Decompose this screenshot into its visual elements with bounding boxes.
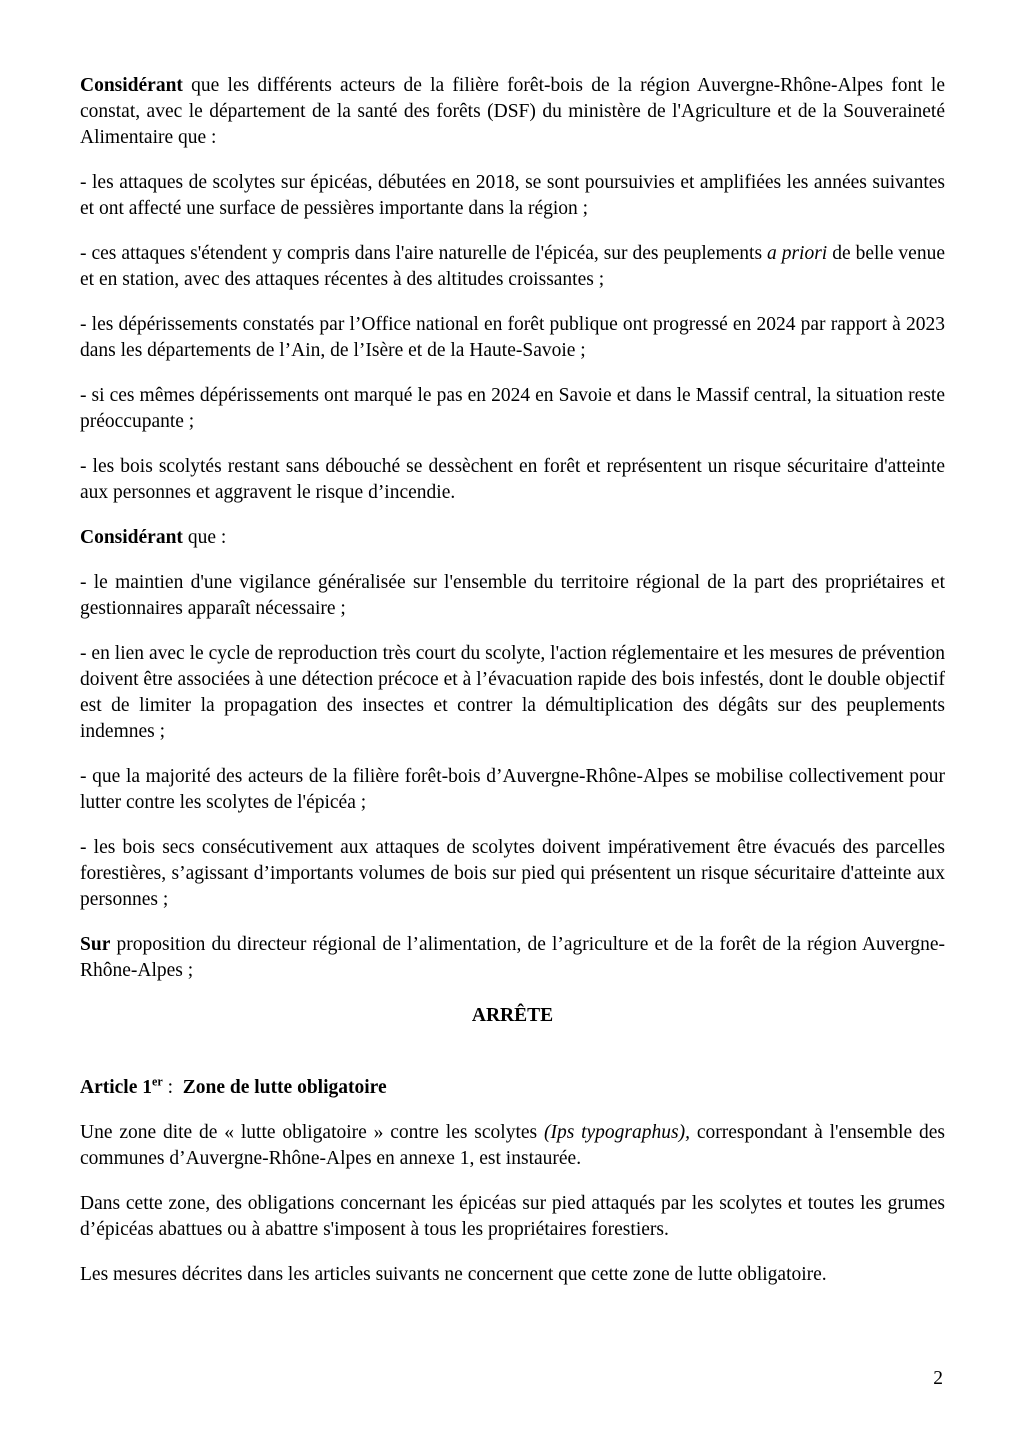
italic-a-priori: a priori <box>767 243 828 264</box>
bullet-item-extension <box>80 241 945 293</box>
bullet-item-attaques: - les attaques de scolytes sur épicéas, débutées en 2018, se sont poursuivies et amplifiées les années suivantes et ont affecté une surface de pessières importante dans la région ; <box>80 172 945 219</box>
arrete-heading: ARRÊTE <box>471 1005 554 1026</box>
paragraph-text: correspondant à l'ensemble des communes d’Auvergne-Rhône-Alpes en annexe 1, est instaurée. <box>80 1122 945 1169</box>
paragraph-text: proposition du directeur régional de l’alimentation, de l’agriculture et de la forêt de la région Auvergne-Rhône-Alpes ; <box>80 934 945 981</box>
paragraph-considerant-1 <box>80 73 945 151</box>
sur-lead-word: Sur <box>80 934 111 955</box>
paragraph-text: - ces attaques s'étendent y compris dans l'aire naturelle de l'épicéa, sur des peuplements <box>80 243 767 264</box>
paragraph-text: que les différents acteurs de la filière forêt-bois de la région Auvergne-Rhône-Alpes font le constat, avec le département de la santé des forêts (DSF) du ministère de l'Agriculture et de la Souveraineté Alimentaire que : <box>80 75 945 148</box>
italic-ips-typographus: (Ips typographus), <box>543 1122 690 1143</box>
considerant-lead-word: Considérant <box>80 527 183 548</box>
paragraph-text: que : <box>182 527 227 548</box>
article-1-heading <box>80 1075 945 1101</box>
bullet-item-bois-secs: - les bois secs consécutivement aux attaques de scolytes doivent impérativement être évacués des parcelles forestières, s’agissant d’importants volumes de bois sur pied qui présentent un risque sécuritaire d'atteinte aux personnes ; <box>80 837 945 910</box>
paragraph-considerant-2 <box>80 525 945 551</box>
paragraph-zone-obligations: Dans cette zone, des obligations concernant les épicéas sur pied attaqués par les scolytes et toutes les grumes d’épicéas abattues ou à abattre s'imposent à tous les propriétaires forestiers. <box>80 1193 945 1240</box>
paragraph-zone-mesures: Les mesures décrites dans les articles suivants ne concernent que cette zone de lutte obligatoire. <box>80 1264 827 1285</box>
bullet-item-vigilance: - le maintien d'une vigilance généralisée sur l'ensemble du territoire régional de la part des propriétaires et gestionnaires apparaît nécessaire ; <box>80 572 945 619</box>
document-content <box>80 73 945 1307</box>
paragraph-zone-definition <box>80 1120 945 1172</box>
bullet-item-savoie: - si ces mêmes dépérissements ont marqué le pas en 2024 en Savoie et dans le Massif central, la situation reste préoccupante ; <box>80 385 945 432</box>
bullet-item-bois-scolytes: - les bois scolytés restant sans débouché se dessèchent en forêt et représentent un risque sécuritaire d'atteinte aux personnes et aggravent le risque d’incendie. <box>80 456 945 503</box>
considerant-lead-word: Considérant <box>80 75 183 96</box>
article-1-label: Article 1 <box>80 1077 153 1098</box>
paragraph-sur-proposition <box>80 932 945 984</box>
paragraph-text: Une zone dite de « lutte obligatoire » contre les scolytes <box>80 1122 544 1143</box>
paragraph-text: de belle venue et en station, avec des attaques récentes à des altitudes croissantes ; <box>80 243 945 290</box>
bullet-item-deperissements: - les dépérissements constatés par l’Office national en forêt publique ont progressé en 2024 par rapport à 2023 dans les départements de l’Ain, de l’Isère et de la Haute-Savoie ; <box>80 314 945 361</box>
bullet-item-majorite: - que la majorité des acteurs de la filière forêt-bois d’Auvergne-Rhône-Alpes se mobilise collectivement pour lutter contre les scolytes de l'épicéa ; <box>80 766 945 813</box>
article-1-superscript: er <box>152 1074 163 1089</box>
bullet-item-cycle: - en lien avec le cycle de reproduction très court du scolyte, l'action réglementaire et les mesures de prévention doivent être associées à une détection précoce et à l’évacuation rapide des bois infestés, dont le double objectif est de limiter la propagation des insectes et contrer la démultiplication des dégâts sur des peuplements indemnes ; <box>80 643 945 742</box>
page-number: 2 <box>933 1368 943 1389</box>
article-1-colon: : <box>162 1077 183 1098</box>
article-1-title: Zone de lutte obligatoire <box>182 1077 387 1098</box>
